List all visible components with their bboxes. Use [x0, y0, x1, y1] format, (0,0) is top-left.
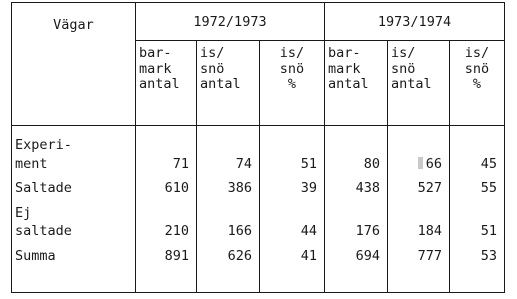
table-cell: 51 [300, 155, 317, 172]
values-column-p1-issno-pct [260, 126, 325, 293]
table-cell: 527 [417, 180, 442, 196]
table-cell: 45 [480, 155, 497, 172]
column-header-p2-issno-pct: is/ snö % [450, 41, 505, 126]
table-cell: 53 [480, 247, 497, 264]
table-cell: 74 [235, 155, 252, 172]
table-cell: 777 [417, 247, 442, 264]
row-label: saltade [15, 223, 72, 239]
table-cell: 166 [227, 223, 252, 239]
row-label: Summa [15, 247, 56, 264]
data-table [11, 2, 505, 293]
scan-smudge-mark [418, 157, 423, 169]
table-cell: 176 [355, 223, 380, 239]
column-header-p1-issno-pct: is/ snö % [260, 41, 325, 126]
row-label: Experi- [15, 137, 72, 153]
table-cell: 626 [227, 247, 252, 264]
table-cell: 41 [300, 247, 317, 264]
table-cell: 66 [425, 155, 442, 172]
table-cell: 386 [227, 180, 252, 196]
values-column-p2-issno-antal [388, 126, 450, 293]
table-cell: 184 [417, 223, 442, 239]
values-column-p2-barmark-antal [325, 126, 388, 293]
period-header-2: 1973/1974 [325, 3, 505, 41]
table-cell: 55 [480, 180, 497, 196]
row-label: Ej [15, 204, 32, 221]
table-cell: 44 [300, 223, 317, 239]
period-header-1: 1972/1973 [136, 3, 325, 41]
column-header-p2-issno-antal: is/ snö antal [388, 41, 450, 126]
table-cell: 39 [300, 180, 317, 196]
row-labels-column [12, 126, 136, 293]
values-column-p2-issno-pct [450, 126, 505, 293]
table-cell: 210 [164, 223, 189, 239]
table-cell: 610 [164, 180, 189, 196]
stub-header: Vägar [12, 3, 136, 126]
column-header-p1-issno-antal: is/ snö antal [197, 41, 260, 126]
table-cell: 71 [172, 155, 189, 172]
row-label: Saltade [15, 180, 72, 196]
values-column-p1-issno-antal [197, 126, 260, 293]
row-label: ment [15, 155, 48, 172]
values-column-p1-barmark-antal [136, 126, 197, 293]
table-cell: 438 [355, 180, 380, 196]
table-cell: 891 [164, 247, 189, 264]
table-cell: 694 [355, 247, 380, 264]
column-header-p1-barmark-antal: bar- mark antal [136, 41, 197, 126]
table-cell: 51 [480, 223, 497, 239]
table-cell: 80 [363, 155, 380, 172]
column-header-p2-barmark-antal: bar- mark antal [325, 41, 388, 126]
